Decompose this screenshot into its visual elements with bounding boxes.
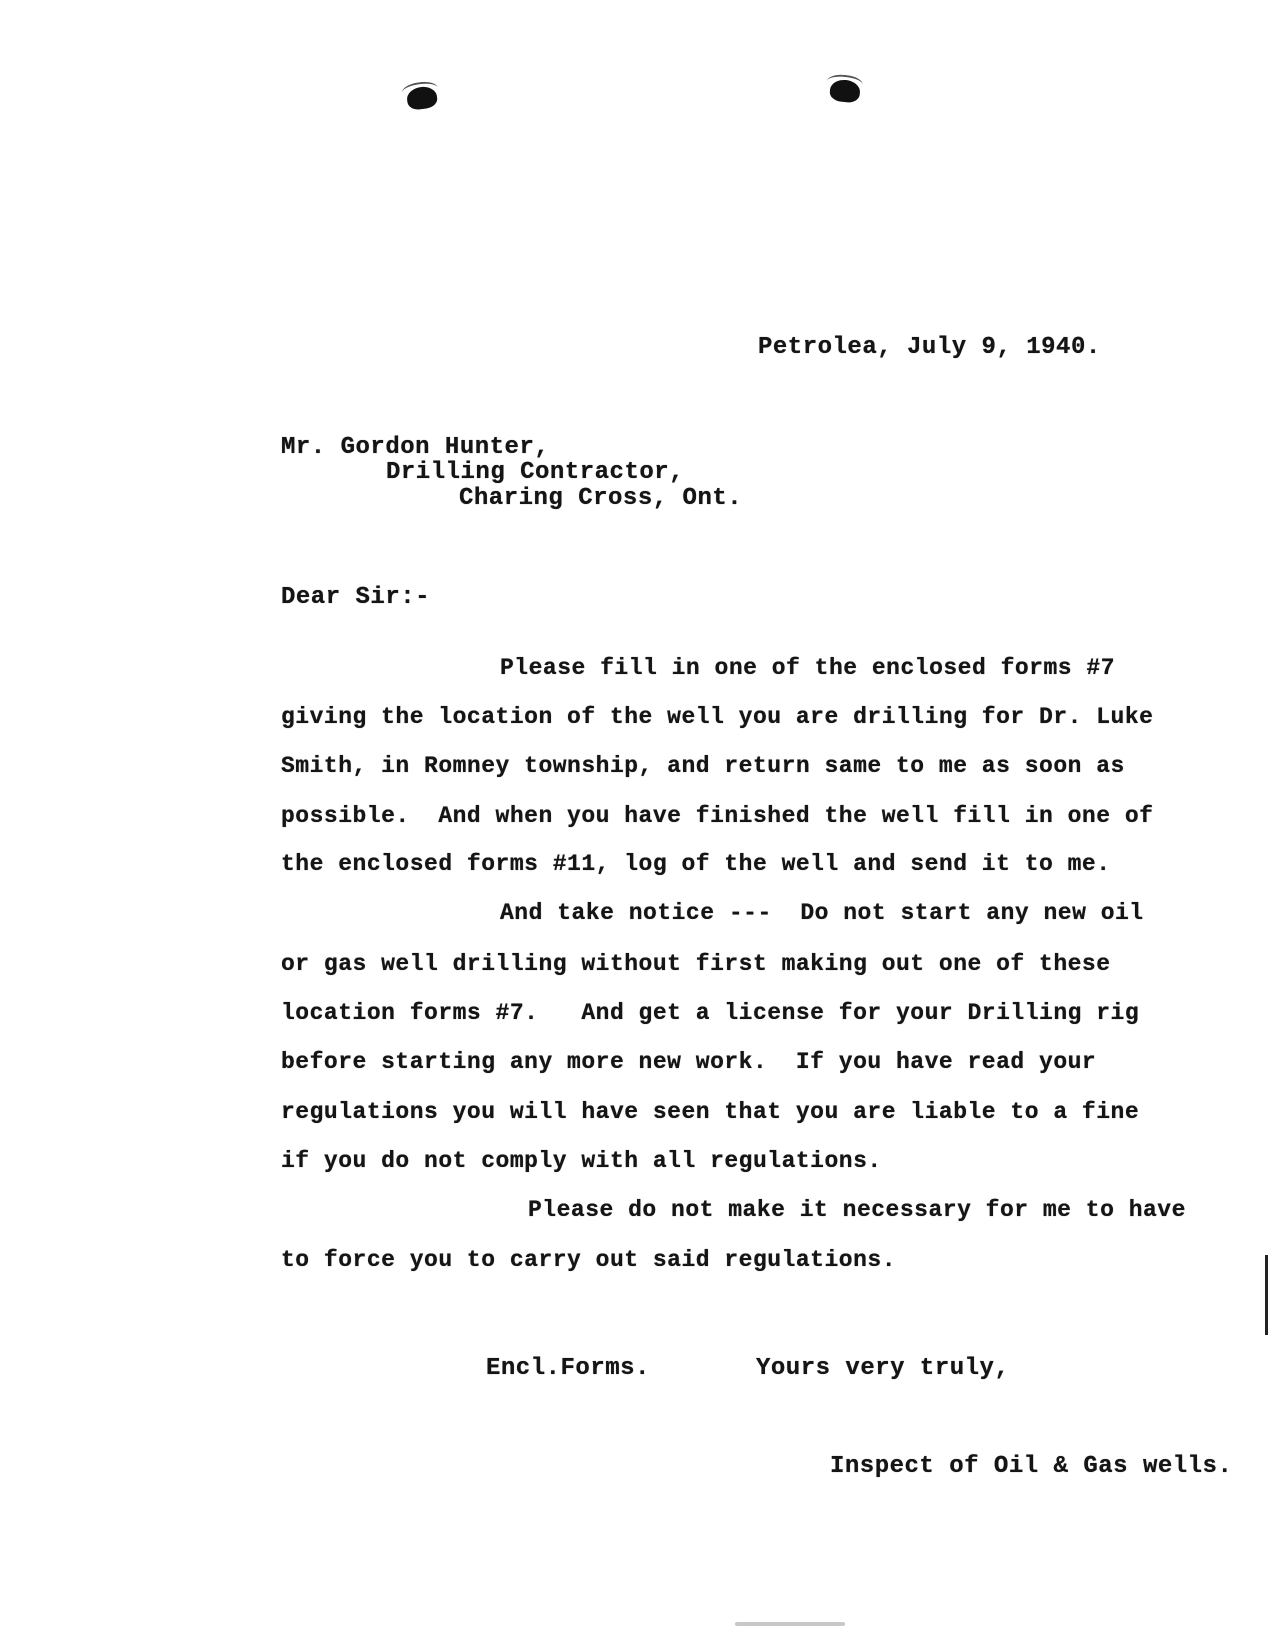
body-line: if you do not comply with all regulations. [281,1148,882,1174]
body-line: the enclosed forms #11, log of the well and send it to me. [281,851,1111,877]
body-line: to force you to carry out said regulations. [281,1247,896,1273]
recipient-title: Drilling Contractor, [386,459,685,486]
body-line: giving the location of the well you are drilling for Dr. Luke [281,704,1154,730]
body-line: or gas well drilling without first making out one of these [281,951,1111,977]
signature-title: Inspect of Oil & Gas wells. [830,1453,1233,1480]
body-line: before starting any more new work. If you have read your [281,1049,1097,1075]
letter-date: Petrolea, July 9, 1940. [758,334,1101,361]
punch-hole-right [829,78,861,103]
salutation: Dear Sir:- [281,584,431,611]
body-line: regulations you will have seen that you are liable to a fine [281,1099,1140,1125]
body-line: possible. And when you have finished the well fill in one of [281,803,1154,829]
body-line: Please do not make it necessary for me to have [528,1197,1186,1223]
recipient-location: Charing Cross, Ont. [459,485,743,512]
enclosure-note: Encl.Forms. [486,1355,650,1382]
body-line: location forms #7. And get a license for your Drilling rig [281,1000,1140,1026]
body-line: Please fill in one of the enclosed forms #7 [500,655,1115,681]
body-line: Smith, in Romney township, and return same to me as soon as [281,753,1125,779]
bottom-smudge [735,1622,845,1626]
punch-hole-left [406,85,439,111]
closing: Yours very truly, [756,1355,1010,1382]
body-line: And take notice --- Do not start any new oil [500,900,1144,926]
recipient-name: Mr. Gordon Hunter, [281,434,550,461]
